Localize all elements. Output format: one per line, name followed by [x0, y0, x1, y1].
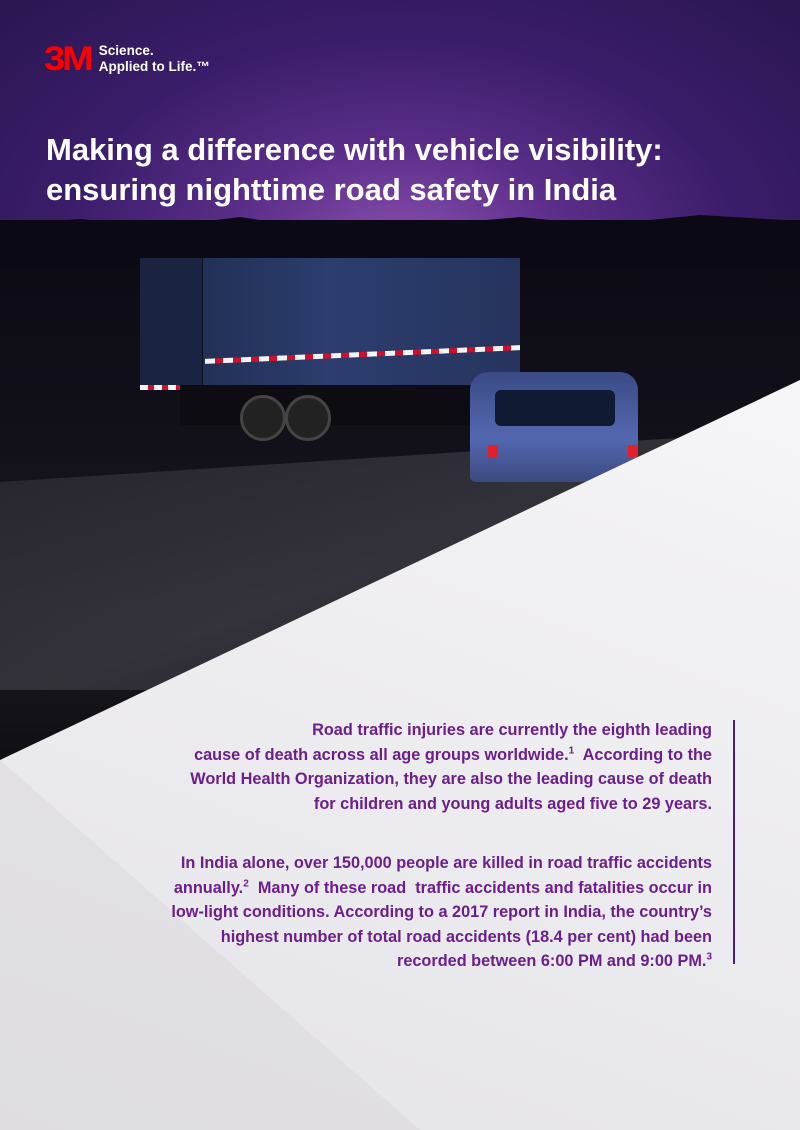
tagline-line: Science. — [98, 43, 154, 58]
text-line — [72, 949, 712, 974]
vertical-accent-rule — [733, 720, 735, 964]
text-segment: According to the — [574, 745, 712, 764]
tail-light — [488, 445, 498, 457]
text-line: for children and young adults aged five to 29 years. — [313, 794, 712, 813]
india-statistics-paragraph — [72, 851, 712, 974]
tail-light — [628, 445, 638, 457]
text-line — [72, 876, 712, 901]
text-segment: Many of these road traffic accidents and fatalities occur in — [248, 878, 712, 897]
text-segment: annually. — [173, 878, 244, 897]
title-line: ensuring nighttime road safety in India — [46, 172, 617, 207]
trailer-rear-door — [140, 258, 203, 388]
footnote-ref: 3 — [706, 951, 712, 963]
text-line — [72, 743, 712, 768]
suv-vehicle — [470, 372, 638, 482]
text-line: highest number of total road accidents (18.4 per cent) had been — [220, 927, 712, 946]
text-segment: recorded between 6:00 PM and 9:00 PM. — [396, 952, 707, 970]
suv-rear-window — [495, 390, 615, 426]
title-line: Making a difference with vehicle visibility: — [46, 132, 663, 167]
intro-paragraph — [72, 718, 712, 816]
text-line: In India alone, over 150,000 people are killed in road traffic accidents — [180, 854, 712, 872]
footnote-ref: 1 — [568, 745, 575, 757]
tagline-line: Applied to Life.™ — [98, 59, 210, 74]
text-line: Road traffic injuries are currently the eighth leading — [312, 721, 712, 739]
brand-tagline — [99, 43, 210, 75]
text-line: World Health Organization, they are also the leading cause of death — [190, 770, 712, 788]
trailer-undercarriage — [180, 385, 510, 425]
text-line: low-light conditions. According to a 2017 report in India, the country’s — [171, 903, 712, 921]
mountain-silhouette — [0, 205, 800, 265]
truck-wheel — [285, 395, 331, 441]
text-segment: cause of death across all age groups worldwide. — [194, 745, 569, 764]
3m-logo: 3M — [44, 40, 91, 78]
footnote-ref: 2 — [243, 878, 249, 890]
brand-logo — [44, 40, 210, 78]
truck-wheel — [240, 395, 286, 441]
page-title — [46, 130, 663, 210]
